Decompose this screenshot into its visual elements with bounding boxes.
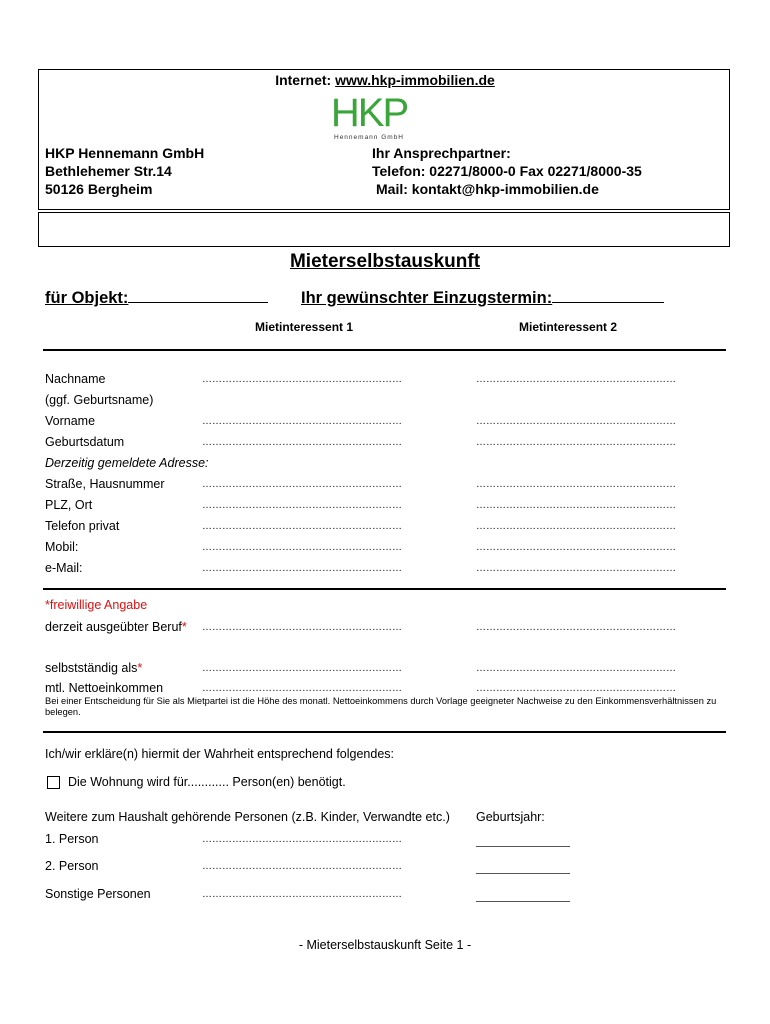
field-geburtsjahr-1[interactable] [476,846,570,847]
label-person-2: 2. Person [45,859,99,873]
field-email-1[interactable]: …………………………………………………… [202,563,402,574]
income-note: Bei einer Entscheidung für Sie als Mietpartei ist die Höhe des monatl. Nettoeinkommens durch Vorlage geeigneter Nachweise zu den Einkommensverhältnissen zu belegen. [45,696,717,717]
field-strasse-1[interactable]: …………………………………………………… [202,479,402,490]
contact-title: Ihr Ansprechpartner: [372,145,511,161]
hkp-logo [327,86,411,142]
address-heading: Derzeitig gemeldete Adresse: [45,456,209,470]
field-selbst-1[interactable]: …………………………………………………… [202,663,402,674]
einzug-label: Ihr gewünschter Einzugstermin: [301,289,553,307]
label-geburtsname: (ggf. Geburtsname) [45,393,154,407]
internet-label: Internet: [275,72,332,88]
field-nachname-1[interactable]: …………………………………………………… [202,374,402,385]
beruf-star: * [181,620,187,634]
field-vorname-2[interactable]: …………………………………………………… [476,416,676,427]
geburtsjahr-label: Geburtsjahr: [476,810,545,824]
field-geburtsjahr-2[interactable] [476,873,570,874]
field-telefon-2[interactable]: …………………………………………………… [476,521,676,532]
field-nachname-2[interactable]: …………………………………………………… [476,374,676,385]
field-telefon-1[interactable]: …………………………………………………… [202,521,402,532]
field-mobil-1[interactable]: …………………………………………………… [202,542,402,553]
field-geburtsdatum-2[interactable]: …………………………………………………… [476,437,676,448]
label-mobil: Mobil: [45,540,79,554]
column-header-2: Mietinteressent 2 [519,320,618,334]
declaration-text: Ich/wir erkläre(n) hiermit der Wahrheit entsprechend folgendes: [45,747,394,761]
label-beruf [45,620,187,634]
field-mobil-2[interactable]: …………………………………………………… [476,542,676,553]
divider [43,588,726,590]
contact-phone: Telefon: 02271/8000-0 Fax 02271/8000-35 [372,163,642,179]
divider [43,731,726,733]
objekt-label: für Objekt: [45,289,129,307]
field-plz-2[interactable]: …………………………………………………… [476,500,676,511]
wohnung-checkbox[interactable] [47,776,60,789]
company-city: 50126 Bergheim [45,181,153,197]
column-header-1: Mietinteressent 1 [255,320,354,334]
label-person-1: 1. Person [45,832,99,846]
freiwillig-note: *freiwillige Angabe [45,598,148,612]
field-beruf-1[interactable]: …………………………………………………… [202,622,402,633]
field-person-2[interactable]: …………………………………………………… [202,861,402,872]
page-title: Mieterselbstauskunft [289,251,481,272]
logo-text: HKP [330,91,408,135]
label-selbststaendig [45,661,142,675]
label-plz: PLZ, Ort [45,498,93,512]
label-nachname: Nachname [45,372,106,386]
label-geburtsdatum: Geburtsdatum [45,435,125,449]
label-strasse: Straße, Hausnummer [45,477,165,491]
divider [43,349,726,351]
label-vorname: Vorname [45,414,96,428]
company-address [45,144,204,198]
label-sonstige: Sonstige Personen [45,887,151,901]
header-subbox [38,212,730,247]
objekt-field[interactable] [45,289,268,308]
company-name: HKP Hennemann GmbH [45,145,205,161]
field-person-1[interactable]: …………………………………………………… [202,834,402,845]
company-street: Bethlehemer Str.14 [45,163,172,179]
page-footer: - Mieterselbstauskunft Seite 1 - [298,938,472,952]
selbst-text: selbstständig als [45,661,138,675]
contact-block [372,144,642,198]
field-netto-2[interactable]: …………………………………………………… [476,683,676,694]
beruf-text: derzeit ausgeübter Beruf [45,620,182,634]
field-strasse-2[interactable]: …………………………………………………… [476,479,676,490]
field-netto-1[interactable]: …………………………………………………… [202,683,402,694]
field-geburtsjahr-3[interactable] [476,901,570,902]
field-sonstige[interactable]: …………………………………………………… [202,889,402,900]
selbst-star: * [137,661,143,675]
field-email-2[interactable]: …………………………………………………… [476,563,676,574]
field-geburtsdatum-1[interactable]: …………………………………………………… [202,437,402,448]
logo-subtext: Hennemann GmbH [334,134,404,141]
internet-url[interactable]: www.hkp-immobilien.de [335,72,495,88]
wohnung-text: Die Wohnung wird für............ Person(en) benötigt. [68,775,346,789]
field-vorname-1[interactable]: …………………………………………………… [202,416,402,427]
field-beruf-2[interactable]: …………………………………………………… [476,622,676,633]
label-netto: mtl. Nettoeinkommen [45,681,164,695]
label-email: e-Mail: [45,561,83,575]
weitere-personen-label: Weitere zum Haushalt gehörende Personen (z.B. Kinder, Verwandte etc.) [45,810,450,824]
einzug-field[interactable] [301,289,664,308]
label-telefon: Telefon privat [45,519,120,533]
field-plz-1[interactable]: …………………………………………………… [202,500,402,511]
field-selbst-2[interactable]: …………………………………………………… [476,663,676,674]
contact-mail: Mail: kontakt@hkp-immobilien.de [376,181,599,197]
